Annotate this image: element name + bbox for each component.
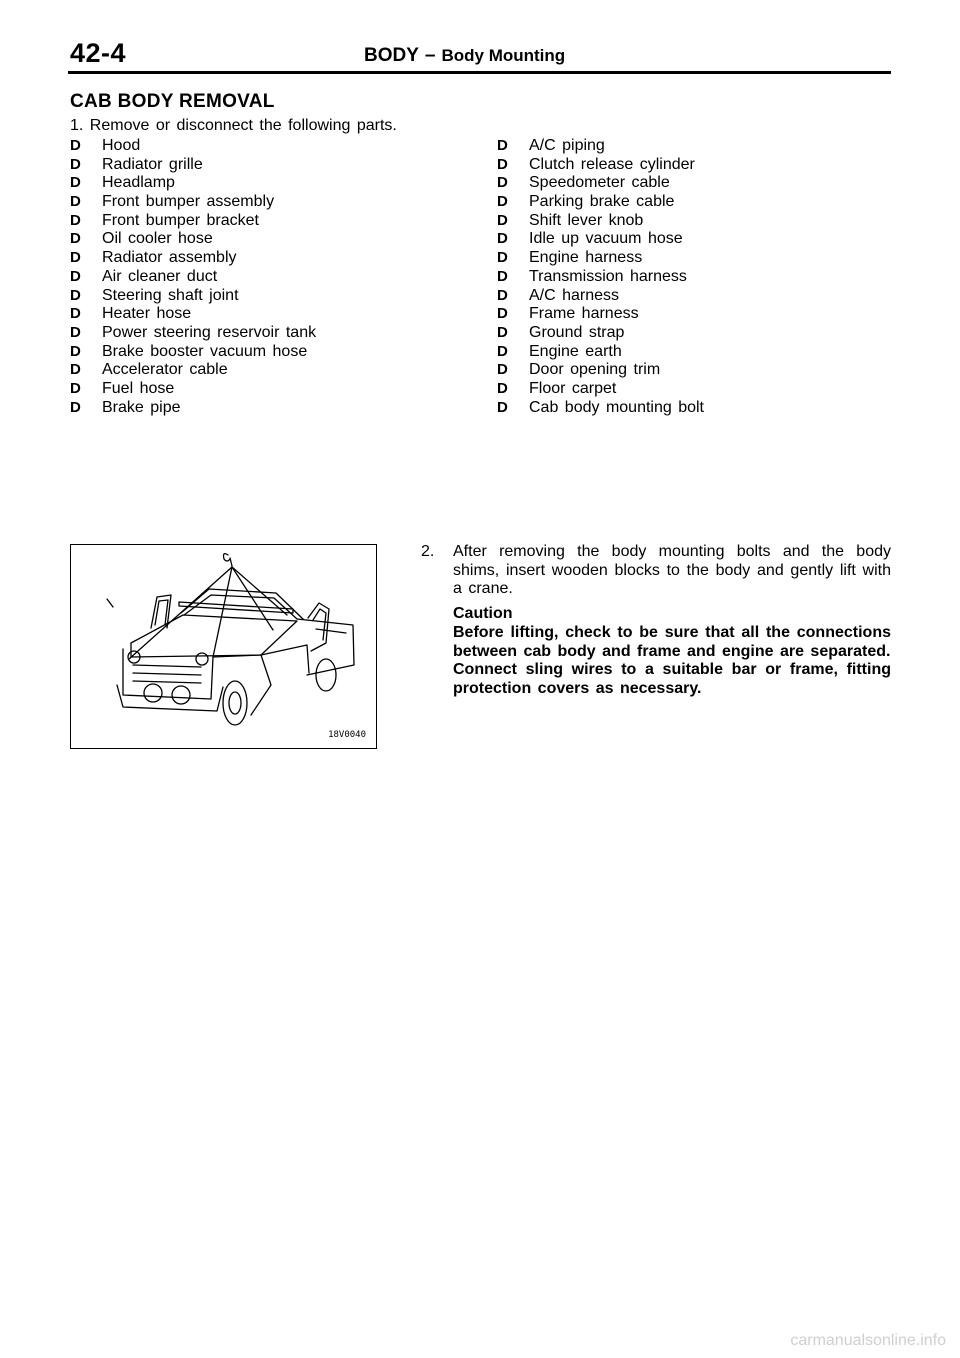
list-item — [497, 305, 704, 324]
header-dash: – — [424, 45, 436, 66]
list-item-label: Floor carpet — [529, 379, 617, 397]
list-item — [70, 287, 316, 306]
bullet-icon: D — [497, 305, 508, 323]
list-item — [497, 324, 704, 343]
list-item-label: Brake booster vacuum hose — [102, 342, 308, 360]
bullet-icon: D — [497, 379, 508, 397]
list-item-label: Engine earth — [529, 342, 622, 360]
parts-list-right — [497, 137, 704, 417]
list-item — [70, 343, 316, 362]
list-item-label: Shift lever knob — [529, 211, 644, 229]
list-item-label: Parking brake cable — [529, 193, 675, 211]
list-item-label: Power steering reservoir tank — [102, 323, 317, 341]
list-item — [70, 380, 316, 399]
list-item-label: Air cleaner duct — [102, 267, 218, 285]
bullet-icon: D — [70, 323, 81, 341]
list-item — [70, 399, 316, 418]
truck-with-sling-drawing — [71, 545, 376, 748]
list-item — [70, 324, 316, 343]
list-item-label: Speedometer cable — [529, 174, 670, 192]
list-item — [497, 174, 704, 193]
list-item — [497, 156, 704, 175]
list-item — [70, 305, 316, 324]
section-title: CAB BODY REMOVAL — [70, 91, 275, 112]
bullet-icon: D — [497, 211, 508, 229]
bullet-icon: D — [497, 398, 508, 416]
header-rule — [68, 71, 891, 74]
list-item-label: Brake pipe — [102, 398, 181, 416]
figure-code: 18V0040 — [328, 730, 366, 740]
bullet-icon: D — [70, 193, 81, 211]
list-item — [70, 137, 316, 156]
header-subsection: Body Mounting — [441, 46, 566, 65]
list-item-label: Cab body mounting bolt — [529, 398, 704, 416]
page-number: 42-4 — [70, 38, 127, 68]
step-1-text: 1. Remove or disconnect the following parts. — [70, 117, 397, 134]
list-item-label: Headlamp — [102, 174, 175, 192]
list-item-label: Clutch release cylinder — [529, 155, 695, 173]
bullet-icon: D — [70, 398, 81, 416]
bullet-icon: D — [497, 286, 508, 304]
bullet-icon: D — [497, 361, 508, 379]
list-item — [497, 361, 704, 380]
list-item-label: Radiator grille — [102, 155, 203, 173]
list-item-label: A/C harness — [529, 286, 620, 304]
page-header-title — [364, 45, 565, 67]
bullet-icon: D — [497, 342, 508, 360]
step-2-number: 2. — [421, 543, 435, 560]
list-item-label: Heater hose — [102, 305, 192, 323]
crane-lift-illustration — [70, 544, 377, 749]
bullet-icon: D — [70, 286, 81, 304]
bullet-icon: D — [70, 379, 81, 397]
bullet-icon: D — [70, 249, 81, 267]
bullet-icon: D — [70, 267, 81, 285]
bullet-icon: D — [497, 174, 508, 192]
list-item — [497, 212, 704, 231]
caution-heading: Caution — [453, 605, 513, 623]
bullet-icon: D — [70, 305, 81, 323]
list-item-label: Engine harness — [529, 249, 643, 267]
list-item — [497, 137, 704, 156]
list-item-label: Accelerator cable — [102, 361, 228, 379]
bullet-icon: D — [70, 155, 81, 173]
list-item — [70, 156, 316, 175]
list-item — [497, 399, 704, 418]
list-item-label: Fuel hose — [102, 379, 175, 397]
list-item-label: Ground strap — [529, 323, 625, 341]
bullet-icon: D — [70, 174, 81, 192]
list-item-label: Transmission harness — [529, 267, 687, 285]
bullet-icon: D — [70, 361, 81, 379]
bullet-icon: D — [497, 137, 508, 154]
list-item — [497, 287, 704, 306]
list-item-label: Door opening trim — [529, 361, 661, 379]
list-item-label: Steering shaft joint — [102, 286, 239, 304]
list-item-label: A/C piping — [529, 137, 605, 154]
list-item — [70, 174, 316, 193]
bullet-icon: D — [497, 249, 508, 267]
list-item — [497, 249, 704, 268]
list-item — [497, 268, 704, 287]
bullet-icon: D — [497, 155, 508, 173]
list-item — [497, 230, 704, 249]
list-item — [70, 268, 316, 287]
list-item-label: Hood — [102, 137, 141, 154]
list-item — [70, 361, 316, 380]
watermark: carmanualsonline.info — [790, 1332, 946, 1349]
bullet-icon: D — [497, 193, 508, 211]
list-item-label: Oil cooler hose — [102, 230, 213, 248]
list-item-label: Front bumper bracket — [102, 211, 259, 229]
list-item-label: Radiator assembly — [102, 249, 237, 267]
caution-text-2: Connect sling wires to a suitable bar or frame, fitting protection covers as necessary. — [453, 661, 891, 697]
list-item — [497, 380, 704, 399]
bullet-icon: D — [70, 230, 81, 248]
list-item — [497, 193, 704, 212]
caution-text-1: Before lifting, check to be sure that all the connections between cab body and frame and engine are separated. — [453, 623, 891, 660]
list-item-label: Idle up vacuum hose — [529, 230, 683, 248]
list-item — [70, 193, 316, 212]
step-2 — [421, 543, 891, 699]
bullet-icon: D — [70, 211, 81, 229]
step-2-text: After removing the body mounting bolts and the body shims, insert wooden blocks to the body and gently lift with a crane. — [453, 543, 891, 598]
bullet-icon: D — [497, 230, 508, 248]
list-item — [70, 212, 316, 231]
list-item-label: Frame harness — [529, 305, 639, 323]
header-section: BODY — [364, 45, 419, 66]
bullet-icon: D — [497, 323, 508, 341]
bullet-icon: D — [497, 267, 508, 285]
list-item — [70, 230, 316, 249]
bullet-icon: D — [70, 342, 81, 360]
bullet-icon: D — [70, 137, 81, 154]
list-item-label: Front bumper assembly — [102, 193, 275, 211]
list-item — [497, 343, 704, 362]
list-item — [70, 249, 316, 268]
parts-list-left — [70, 137, 316, 417]
